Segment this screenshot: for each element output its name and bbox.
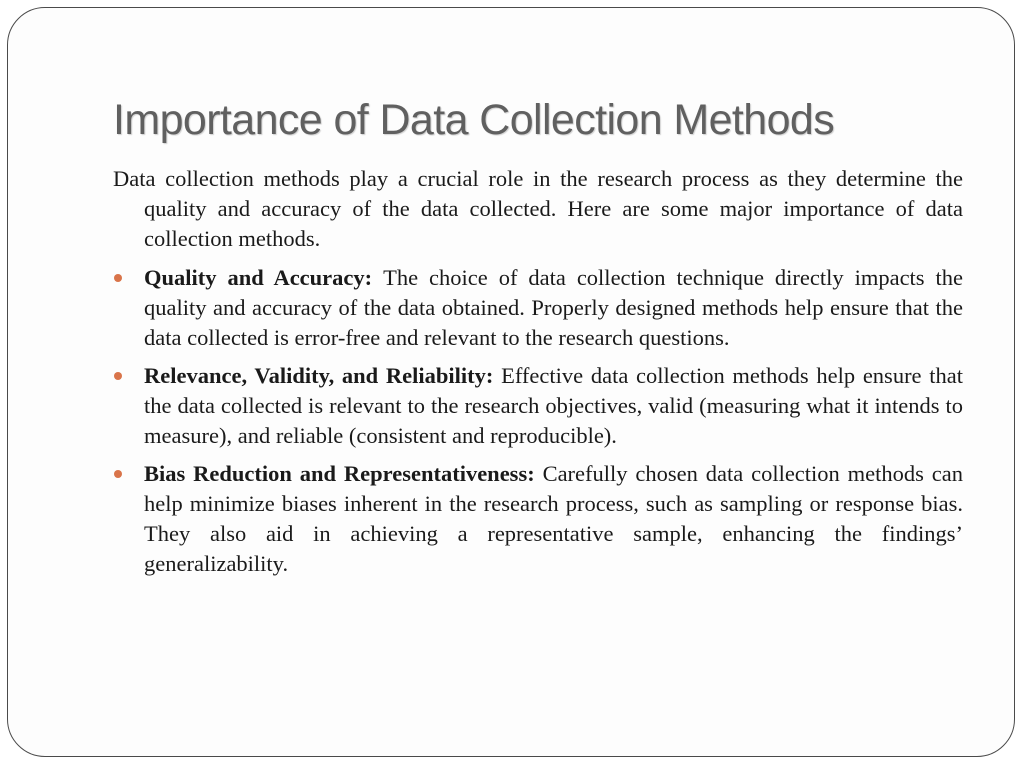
intro-paragraph: Data collection methods play a crucial role in the research process as they determine the quality and accuracy of the data collected. Here are some major importance of data collection methods. <box>113 166 963 251</box>
bullet-dot-icon <box>114 274 122 282</box>
bullet-item-quality <box>113 263 963 353</box>
slide-body <box>113 164 963 587</box>
bullet-heading: Quality and Accuracy: <box>144 265 384 290</box>
bullet-text: The choice of data collection technique directly impacts the quality and accuracy of the data obtained. Properly designed methods help ensure that the data collected is error-free and relevant to the research questions. <box>144 265 963 350</box>
bullet-list <box>113 263 963 579</box>
bullet-dot-icon <box>114 470 122 478</box>
slide-title: Importance of Data Collection Methods <box>113 96 835 144</box>
bullet-text: Carefully chosen data collection methods can help minimize biases inherent in the research process, such as sampling or response bias. They also aid in achieving a representative sample, enhancing the findings’ generalizability. <box>144 461 963 576</box>
bullet-text: Effective data collection methods help ensure that the data collected is relevant to the research objectives, valid (measuring what it intends to measure), and reliable (consistent and reproducible). <box>144 363 963 448</box>
bullet-dot-icon <box>114 372 122 380</box>
bullet-heading: Bias Reduction and Representativeness: <box>144 461 543 486</box>
bullet-item-bias <box>113 459 963 579</box>
bullet-heading: Relevance, Validity, and Reliability: <box>144 363 502 388</box>
bullet-item-relevance <box>113 361 963 451</box>
